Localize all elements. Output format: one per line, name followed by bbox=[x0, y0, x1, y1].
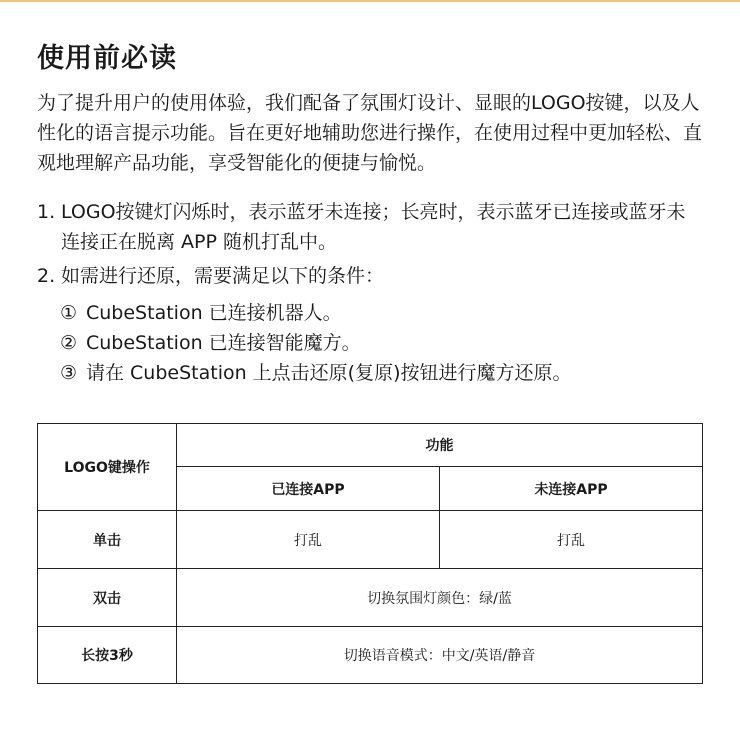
cell-disconnected-action: 打乱 bbox=[440, 511, 703, 569]
step-number: 2. bbox=[37, 265, 56, 287]
table-row bbox=[38, 511, 703, 569]
cell-merged-action: 切换语音模式：中文/英语/静音 bbox=[177, 627, 703, 684]
table-header-row bbox=[38, 424, 703, 467]
instruction-step-1 bbox=[37, 197, 701, 257]
condition-text: 请在 CubeStation 上点击还原(复原)按钮进行魔方还原。 bbox=[86, 362, 572, 384]
header-app-connected: 已连接APP bbox=[177, 467, 440, 511]
top-accent-rule bbox=[0, 0, 740, 2]
cell-merged-action: 切换氛围灯颜色：绿/蓝 bbox=[177, 569, 703, 627]
step-text: LOGO按键灯闪烁时，表示蓝牙未连接；长亮时，表示蓝牙已连接或蓝牙未连接正在脱离 APP 随机打乱中。 bbox=[61, 201, 686, 253]
condition-item bbox=[60, 328, 572, 358]
row-label-long-press: 长按3秒 bbox=[38, 627, 177, 684]
row-label-single-click: 单击 bbox=[38, 511, 177, 569]
step-number: 1. bbox=[37, 201, 56, 223]
cell-connected-action: 打乱 bbox=[177, 511, 440, 569]
header-function: 功能 bbox=[177, 424, 703, 467]
condition-text: CubeStation 已连接智能魔方。 bbox=[86, 332, 361, 354]
condition-text: CubeStation 已连接机器人。 bbox=[86, 302, 342, 324]
condition-marker: ③ bbox=[60, 362, 78, 384]
table-row bbox=[38, 569, 703, 627]
step-text: 如需进行还原，需要满足以下的条件： bbox=[61, 265, 385, 287]
condition-item bbox=[60, 358, 572, 388]
logo-key-function-table bbox=[37, 423, 703, 684]
page-title: 使用前必读 bbox=[37, 43, 177, 74]
table-row bbox=[38, 627, 703, 684]
header-app-disconnected: 未连接APP bbox=[440, 467, 703, 511]
header-logo-key-operation: LOGO键操作 bbox=[38, 424, 177, 511]
row-label-double-click: 双击 bbox=[38, 569, 177, 627]
condition-marker: ② bbox=[60, 332, 78, 354]
instruction-step-2 bbox=[37, 261, 701, 291]
intro-paragraph: 为了提升用户的使用体验，我们配备了氛围灯设计、显眼的LOGO按键，以及人性化的语言提示功能。旨在更好地辅助您进行操作，在使用过程中更加轻松、直观地理解产品功能，享受智能化的便捷与愉悦。 bbox=[37, 92, 703, 174]
condition-marker: ① bbox=[60, 302, 78, 324]
condition-list bbox=[60, 298, 572, 388]
condition-item bbox=[60, 298, 572, 328]
